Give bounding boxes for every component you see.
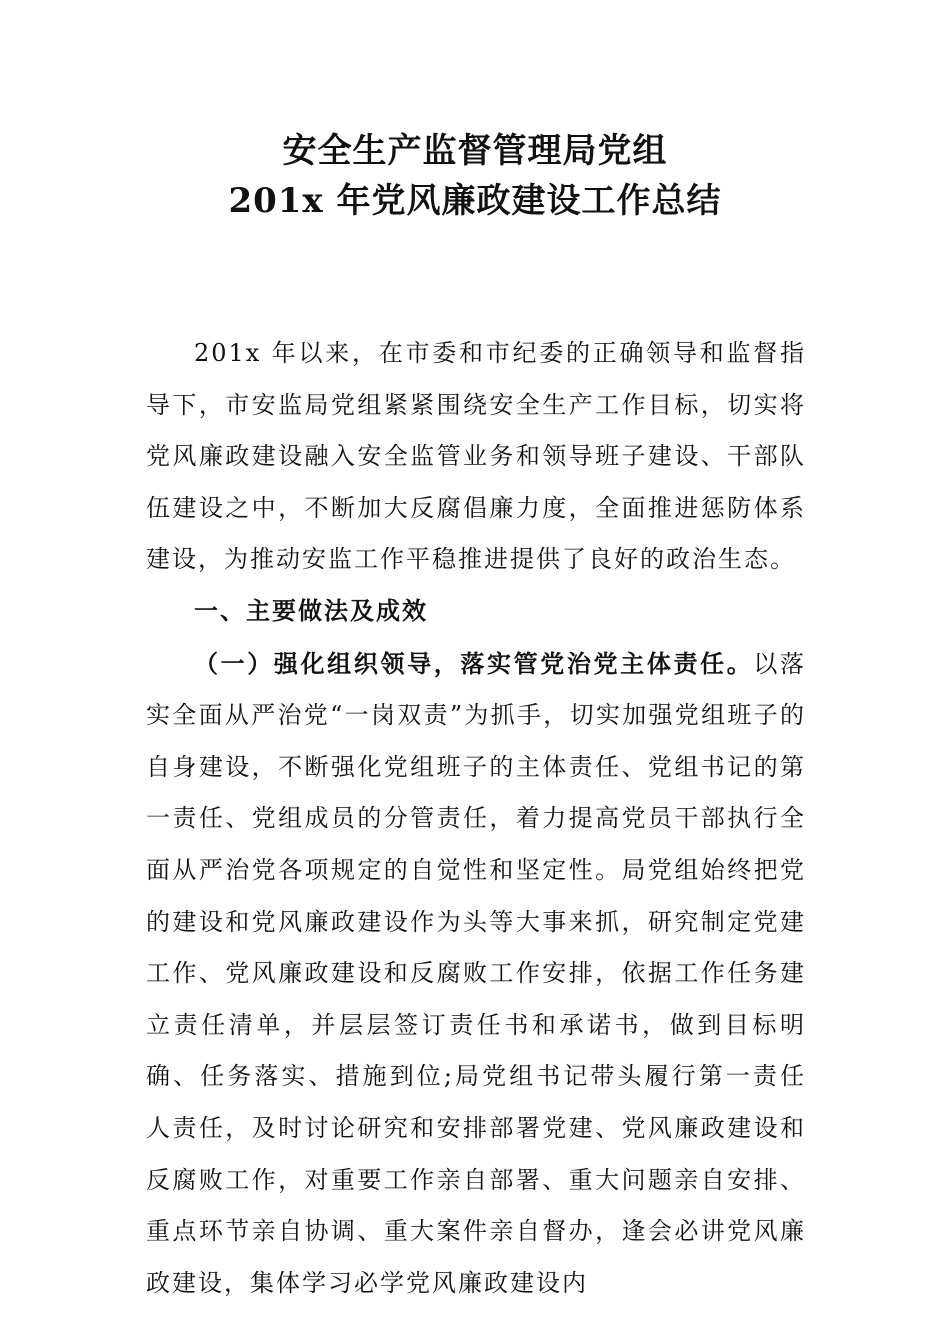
subsection-paragraph (146, 638, 806, 1310)
subsection-lead: （一）强化组织领导，落实管党治党主体责任。 (194, 648, 754, 678)
document-title (0, 126, 950, 226)
section-heading: 一、主要做法及成效 (194, 596, 428, 625)
document-body (146, 328, 806, 1309)
intro-paragraph: 201x 年以来，在市委和市纪委的正确领导和监督指导下，市安监局党组紧紧围绕安全生产工作目标，切实将党风廉政建设融入安全监管业务和领导班子建设、干部队伍建设之中，不断加大反腐倡廉力度，全面推进惩防体系建设，为推动安监工作平稳推进提供了良好的政治生态。 (146, 339, 806, 574)
title-line-2: 201x 年党风廉政建设工作总结 (228, 181, 722, 221)
title-line-1: 安全生产监督管理局党组 (282, 131, 668, 171)
subsection-text: 以落实全面从严治党“一岗双责”为抓手，切实加强党组班子的自身建设，不断强化党组班子的主体责任、党组书记的第一责任、党组成员的分管责任，着力提高党员干部执行全面从严治党各项规定的自觉性和坚定性。局党组始终把党的建设和党风廉政建设作为头等大事来抓，研究制定党建工作、党风廉政建设和反腐败工作安排，依据工作任务建立责任清单，并层层签订责任书和承诺书，做到目标明确、任务落实、措施到位;局党组书记带头履行第一责任人责任，及时讨论研究和安排部署党建、党风廉政建设和反腐败工作，对重要工作亲自部署、重大问题亲自安排、重点环节亲自协调、重大案件亲自督办，逢会必讲党风廉政建设，集体学习必学党风廉政建设内 (146, 649, 807, 1297)
